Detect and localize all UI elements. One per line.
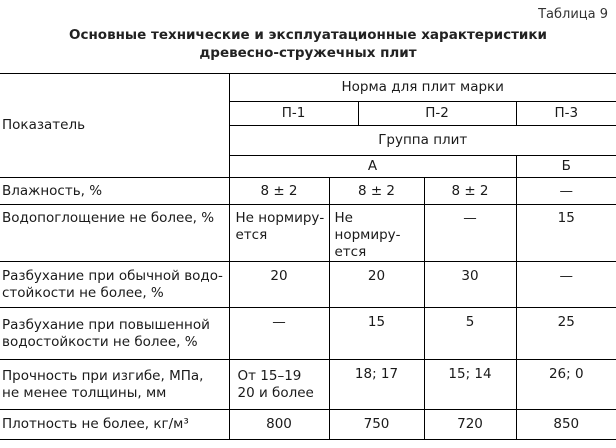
header-group-b: Б — [516, 156, 616, 178]
cell-p3: 26; 0 — [516, 360, 616, 410]
cell-p1: 20 — [229, 262, 329, 308]
cell-p2-a: 20 — [329, 262, 424, 308]
cell-p3: 850 — [516, 410, 616, 440]
cell-p3: — — [516, 262, 616, 308]
specification-table — [0, 73, 616, 440]
cell-p3: 25 — [516, 308, 616, 360]
cell-p2-b: 15; 14 — [424, 360, 516, 410]
cell-p2-a: Не нормиру-ется — [329, 205, 424, 262]
header-grade-p1: П-1 — [229, 102, 358, 126]
row-label: Разбухание при обычной водо-стойкости не более, % — [0, 262, 229, 308]
table-title-line-2: древесно-стружечных плит — [199, 45, 417, 61]
cell-p2-b: 8 ± 2 — [424, 178, 516, 205]
cell-p2-a: 15 — [329, 308, 424, 360]
cell-p3: 15 — [516, 205, 616, 262]
cell-p2-b: — — [424, 205, 516, 262]
table-row — [0, 360, 616, 410]
cell-p2-b: 30 — [424, 262, 516, 308]
header-grade-p3: П-3 — [516, 102, 616, 126]
header-group-label: Группа плит — [229, 126, 616, 156]
cell-p1: — — [229, 308, 329, 360]
cell-p1: От 15–19 20 и более — [229, 360, 329, 410]
cell-p1: 800 — [229, 410, 329, 440]
table-number: Таблица 9 — [538, 7, 608, 22]
row-label: Влажность, % — [0, 178, 229, 205]
table-row — [0, 308, 616, 360]
cell-p2-b: 720 — [424, 410, 516, 440]
table-row — [0, 262, 616, 308]
row-label: Разбухание при повышенной водостойкости не более, % — [0, 308, 229, 360]
table-row — [0, 178, 616, 205]
row-label: Прочность при изгибе, МПа, не менее толщины, мм — [0, 360, 229, 410]
table-title-line-1: Основные технические и эксплуатационные характеристики — [68, 27, 547, 43]
header-indicator: Показатель — [0, 74, 229, 178]
table-row — [0, 205, 616, 262]
header-norm: Норма для плит марки — [229, 74, 616, 102]
cell-p2-a: 750 — [329, 410, 424, 440]
cell-p3: — — [516, 178, 616, 205]
header-grade-p2: П-2 — [358, 102, 516, 126]
cell-p2-a: 8 ± 2 — [329, 178, 424, 205]
header-group-a: А — [229, 156, 516, 178]
cell-p2-b: 5 — [424, 308, 516, 360]
row-label: Плотность не более, кг/м³ — [0, 410, 229, 440]
cell-p2-a: 18; 17 — [329, 360, 424, 410]
table-row — [0, 410, 616, 440]
row-label: Водопоглощение не более, % — [0, 205, 229, 262]
cell-p1: Не нормиру-ется — [229, 205, 329, 262]
header-row-norm — [0, 74, 616, 102]
cell-p1: 8 ± 2 — [229, 178, 329, 205]
